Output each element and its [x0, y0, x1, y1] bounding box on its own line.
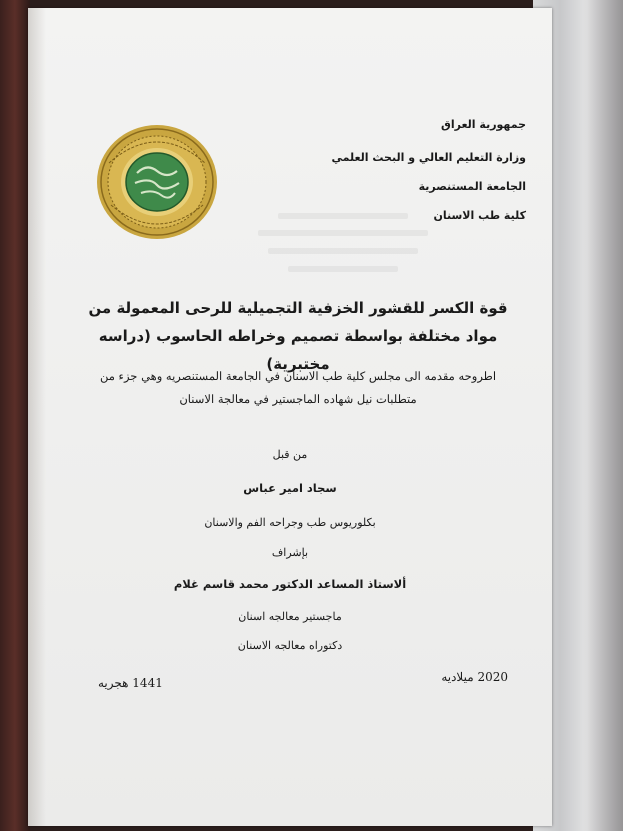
header-college: كلية طب الاسنان — [433, 209, 526, 222]
supervisor-name: ألاستاذ المساعد الدكتور محمد قاسم غلام — [173, 577, 407, 591]
gregorian-year: 2020 ميلاديه — [441, 670, 508, 684]
thesis-subtitle: اطروحه مقدمه الى مجلس كلية طب الاسنان في الجامعة المستنصريه وهي جزء من متطلبات نيل شهاده الماجستير في معالجة الاسنان — [99, 369, 497, 406]
university-seal-logo — [95, 123, 219, 241]
show-through — [258, 230, 428, 236]
thesis-title: قوة الكسر للقشور الخزفية التجميلية للرحى المعمولة من مواد مختلفة بواسطة تصميم وخراطه الحاسوب (دراسه مختبرية) — [88, 299, 508, 373]
supervisor-degree-masters: ماجستير معالجه اسنان — [238, 610, 342, 623]
header-university: الجامعة المستنصرية — [418, 180, 526, 193]
by-label: من قبل — [272, 448, 308, 461]
show-through — [278, 213, 408, 219]
author-degree: بكلوريوس طب وجراحه الفم والاسنان — [204, 516, 376, 529]
thesis-title-page — [28, 8, 552, 826]
page-fold-shadow — [28, 8, 46, 826]
desk-background-left — [0, 0, 30, 831]
supervision-label: بإشراف — [271, 546, 309, 559]
show-through — [288, 266, 398, 272]
show-through — [268, 248, 418, 254]
header-country: جمهورية العراق — [441, 118, 526, 131]
next-page-shadow — [583, 0, 623, 831]
supervisor-degree-phd: دكتوراه معالجه الاسنان — [237, 639, 343, 652]
header-ministry: وزارة التعليم العالي و البحث العلمي — [331, 151, 526, 164]
hijri-year: 1441 هجريه — [98, 676, 163, 690]
author-name: سجاد امير عباس — [243, 481, 337, 495]
